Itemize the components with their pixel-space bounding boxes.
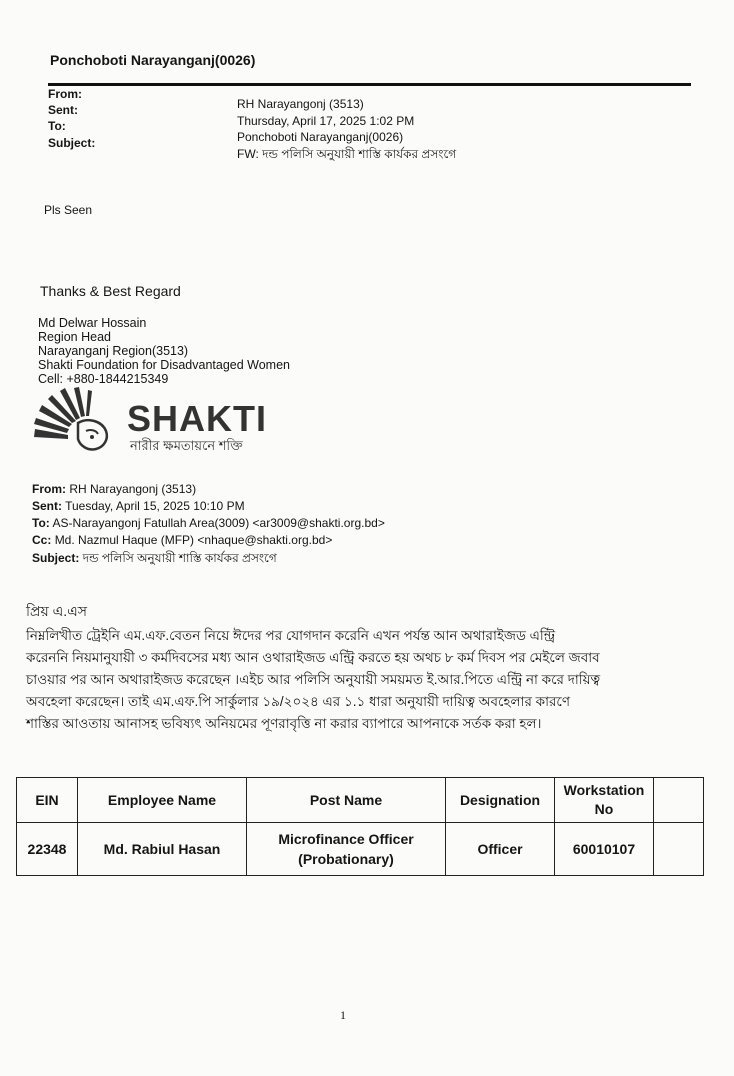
signer-name: Md Delwar Hossain — [38, 316, 147, 330]
fwd-to-line: To: AS-Narayangonj Fatullah Area(3009) <ar3009@shakti.org.bd> — [32, 516, 385, 530]
to-value: Ponchoboti Narayanganj(0026) — [237, 130, 404, 144]
body-line-2: করেননি নিয়মানুযায়ী ৩ কর্মদিবসের মধ্য আন ওথারাইজড এন্ট্রি করতে হয় অথচ ৮ কর্ম দিবস পর মেইলে জবাব — [26, 650, 600, 665]
signer-cell: Cell: +880-1844215349 — [38, 372, 169, 386]
header-divider — [48, 83, 691, 86]
cell-extra — [654, 823, 704, 876]
body-line-3: চাওয়ার পর আন অথারাইজড করেছেন ।এইচ আর পলিসি অনুযায়ী সময়মত ই.আর.পিতে এন্ট্রি না করে দায়িত্ব — [26, 672, 601, 687]
subject-value: FW: দন্ড পলিসি অনুযায়ী শাস্তি কার্যকর প্রসংগে — [237, 147, 457, 161]
closing-text: Thanks & Best Regard — [40, 283, 181, 299]
th-workstation-no: Workstation No — [555, 778, 654, 823]
from-value: RH Narayangonj (3513) — [237, 97, 364, 111]
fwd-sent-line: Sent: Tuesday, April 15, 2025 10:10 PM — [32, 499, 245, 513]
cell-workstation-no: 60010107 — [555, 823, 654, 876]
th-employee-name: Employee Name — [78, 778, 247, 823]
subject-label: Subject: — [48, 136, 96, 150]
sent-label: Sent: — [48, 103, 78, 117]
salutation: প্রিয় এ.এস — [26, 603, 88, 619]
logo-wordmark: SHAKTI — [127, 398, 267, 439]
table-header-row — [17, 778, 704, 823]
signer-org: Shakti Foundation for Disadvantaged Women — [38, 358, 291, 372]
signer-title: Region Head — [38, 330, 111, 344]
cell-ein: 22348 — [17, 823, 78, 876]
cell-designation: Officer — [446, 823, 555, 876]
signer-region: Narayanganj Region(3513) — [38, 344, 189, 358]
logo-tagline: নারীর ক্ষমতায়নে শক্তি — [130, 438, 243, 453]
body-line-4: অবহেলা করেছেন। তাই এম.এফ.পি সার্কুলার ১৯/২০২৪ এর ১.১ ধারা অনুযায়ী দায়িত্ব অবহেলার কারণে — [26, 694, 570, 709]
th-post-name: Post Name — [247, 778, 446, 823]
th-extra — [654, 778, 704, 823]
message-text: Pls Seen — [44, 203, 93, 217]
cell-post-name: Microfinance Officer (Probationary) — [247, 823, 446, 876]
fwd-cc-line: Cc: Md. Nazmul Haque (MFP) <nhaque@shakti.org.bd> — [32, 533, 333, 547]
th-ein: EIN — [17, 778, 78, 823]
shakti-logo-icon — [30, 385, 122, 455]
table-row — [17, 823, 704, 876]
page-number: 1 — [340, 1008, 346, 1022]
org-header: Ponchoboti Narayanganj(0026) — [50, 52, 256, 68]
cell-employee-name: Md. Rabiul Hasan — [78, 823, 247, 876]
fwd-from-line: From: RH Narayangonj (3513) — [32, 482, 197, 496]
sent-value: Thursday, April 17, 2025 1:02 PM — [237, 114, 415, 128]
body-line-5: শাস্তির আওতায় আনাসহ ভবিষ্যৎ অনিয়মের পূণরাবৃত্তি না করার ব্যাপারে আপনাকে সর্তক করা হল। — [26, 716, 542, 731]
body-line-1: নিম্নলিখীত ট্রেইনি এম.এফ.বেতন নিয়ে ঈদের পর যোগদান করেনি এখন পর্যন্ত আন অথারাইজড এন্ট্রি — [26, 628, 556, 643]
th-designation: Designation — [446, 778, 555, 823]
from-label: From: — [48, 87, 82, 101]
fwd-subject-line: Subject: দন্ড পলিসি অনুযায়ী শাস্তি কার্যকর প্রসংগে — [32, 551, 277, 565]
employee-table — [16, 777, 704, 876]
to-label: To: — [48, 119, 66, 133]
